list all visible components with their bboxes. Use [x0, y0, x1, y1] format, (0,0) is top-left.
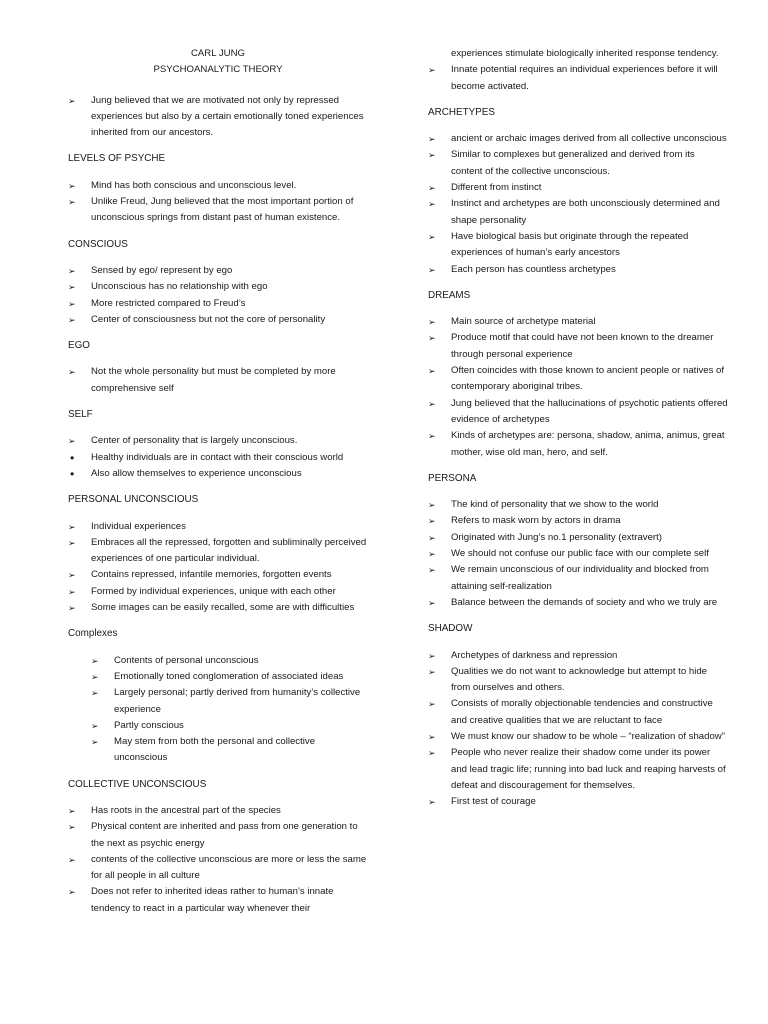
shadow-list	[428, 648, 728, 811]
list-item: ➢ May stem from both the personal and collective unconscious	[91, 734, 368, 767]
list-item: ➢ Different from instinct	[428, 180, 728, 196]
list-item: ➢ Each person has countless archetypes	[428, 262, 728, 278]
list-item: ➢ Produce motif that could have not been known to the dreamer through personal experience	[428, 330, 728, 363]
list-item: ➢ Physical content are inherited and pass from one generation to the next as psychic energy	[68, 819, 368, 852]
list-item: ➢ Emotionally toned conglomeration of associated ideas	[91, 669, 368, 685]
list-item: ➢ Instinct and archetypes are both unconsciously determined and shape personality	[428, 196, 728, 229]
list-item: ➢ Main source of archetype material	[428, 314, 728, 330]
personal-unconscious-list	[68, 519, 368, 617]
archetypes-list	[428, 131, 728, 278]
continued-text: experiences stimulate biologically inherited response tendency.	[451, 48, 719, 59]
dreams-list	[428, 314, 728, 461]
section-heading-archetypes: ARCHETYPES	[428, 106, 495, 118]
list-item: ➢ People who never realize their shadow come under its power and lead tragic life; running into bad luck and reaping harvests of defeat and discouragement for themselves.	[428, 745, 728, 794]
list-item: ➢ Unconscious has no relationship with ego	[68, 279, 368, 295]
list-item: ➢ More restricted compared to Freud’s	[68, 296, 368, 312]
section-heading-dreams: DREAMS	[428, 289, 471, 301]
list-item: ➢ Center of personality that is largely unconscious.	[68, 433, 368, 449]
list-item: ➢ Jung believed that we are motivated not only by repressed experiences but also by a certain emotionally toned experiences inherited from our ancestors.	[68, 93, 368, 142]
collective-unconscious-list	[68, 803, 368, 917]
list-item: ➢ Embraces all the repressed, forgotten and subliminally perceived experiences of one particular individual.	[68, 535, 368, 568]
list-item: ➢ Consists of morally objectionable tendencies and constructive and creative qualities that we are reluctant to face	[428, 696, 728, 729]
list-item: ➢ Center of consciousness but not the core of personality	[68, 312, 368, 328]
document-subtitle: PSYCHOANALYTIC THEORY	[153, 64, 283, 76]
list-item: ➢ Refers to mask worn by actors in drama	[428, 513, 728, 529]
list-item: ➢ Originated with Jung’s no.1 personality (extravert)	[428, 530, 728, 546]
persona-list	[428, 497, 728, 611]
section-heading-self: SELF	[68, 409, 93, 421]
list-item: • Healthy individuals are in contact with their conscious world	[68, 450, 368, 466]
list-item: ➢ Kinds of archetypes are: persona, shadow, anima, animus, great mother, wise old man, hero, and self.	[428, 428, 728, 461]
list-item: ➢ First test of courage	[428, 794, 728, 810]
list-item: ➢ Largely personal; partly derived from humanity’s collective experience	[91, 685, 368, 718]
left-column	[68, 0, 368, 917]
section-heading-shadow: SHADOW	[428, 623, 473, 635]
list-item: ➢ Have biological basis but originate through the repeated experiences of human’s early ancestors	[428, 229, 728, 262]
section-heading-personal-unconscious: PERSONAL UNCONSCIOUS	[68, 494, 199, 506]
list-item: ➢ Innate potential requires an individual experiences before it will become activated.	[428, 62, 728, 95]
list-item: ➢ Partly conscious	[91, 718, 368, 734]
document-title: CARL JUNG	[190, 48, 246, 59]
list-item: ➢ Sensed by ego/ represent by ego	[68, 263, 368, 279]
list-item: ➢ Some images can be easily recalled, some are with difficulties	[68, 600, 368, 616]
list-item: ➢ Contents of personal unconscious	[91, 653, 368, 669]
list-item: ➢ Mind has both conscious and unconscious level.	[68, 178, 368, 194]
list-item: ➢ The kind of personality that we show to the world	[428, 497, 728, 513]
list-item: ➢ We should not confuse our public face with our complete self	[428, 546, 728, 562]
list-item: ➢ Has roots in the ancestral part of the species	[68, 803, 368, 819]
list-item: ➢ Not the whole personality but must be completed by more comprehensive self	[68, 364, 368, 397]
complexes-list	[68, 653, 368, 767]
section-heading-levels: LEVELS OF PSYCHE	[68, 153, 166, 165]
list-item: ➢ Contains repressed, infantile memories, forgotten events	[68, 567, 368, 583]
list-item: ➢ Balance between the demands of society and who we truly are	[428, 595, 728, 611]
list-item: ➢ Qualities we do not want to acknowledge but attempt to hide from ourselves and others.	[428, 664, 728, 697]
list-item: ➢ ancient or archaic images derived from all collective unconscious	[428, 131, 728, 147]
list-item: ➢ Archetypes of darkness and repression	[428, 648, 728, 664]
list-item: ➢ Unlike Freud, Jung believed that the most important portion of unconscious springs from distant past of human existence.	[68, 194, 368, 227]
right-column	[428, 0, 728, 810]
list-item: ➢ contents of the collective unconscious are more or less the same for all people in all culture	[68, 852, 368, 885]
list-item: ➢ Similar to complexes but generalized and derived from its content of the collective unconscious.	[428, 147, 728, 180]
list-item: ➢ Individual experiences	[68, 519, 368, 535]
list-item: ➢ We remain unconscious of our individuality and blocked from attaining self-realization	[428, 562, 728, 595]
list-item: ➢ We must know our shadow to be whole – “realization of shadow”	[428, 729, 728, 745]
collective-continued-list	[428, 62, 728, 95]
conscious-list	[68, 263, 368, 328]
self-list	[68, 433, 368, 482]
list-item: ➢ Does not refer to inherited ideas rather to human’s innate tendency to react in a particular way whenever their	[68, 884, 368, 917]
intro-list	[68, 93, 368, 142]
section-heading-complexes: Complexes	[68, 628, 118, 640]
list-item: ➢ Formed by individual experiences, unique with each other	[68, 584, 368, 600]
section-heading-conscious: CONSCIOUS	[68, 238, 128, 250]
levels-list	[68, 178, 368, 227]
section-heading-persona: PERSONA	[428, 472, 477, 484]
list-item: ➢ Jung believed that the hallucinations of psychotic patients offered evidence of archetypes	[428, 396, 728, 429]
section-heading-ego: EGO	[68, 340, 90, 352]
list-item: ➢ Often coincides with those known to ancient people or natives of contemporary aboriginal tribes.	[428, 363, 728, 396]
section-heading-collective-unconscious: COLLECTIVE UNCONSCIOUS	[68, 778, 207, 790]
list-item: • Also allow themselves to experience unconscious	[68, 466, 368, 482]
ego-list	[68, 364, 368, 397]
